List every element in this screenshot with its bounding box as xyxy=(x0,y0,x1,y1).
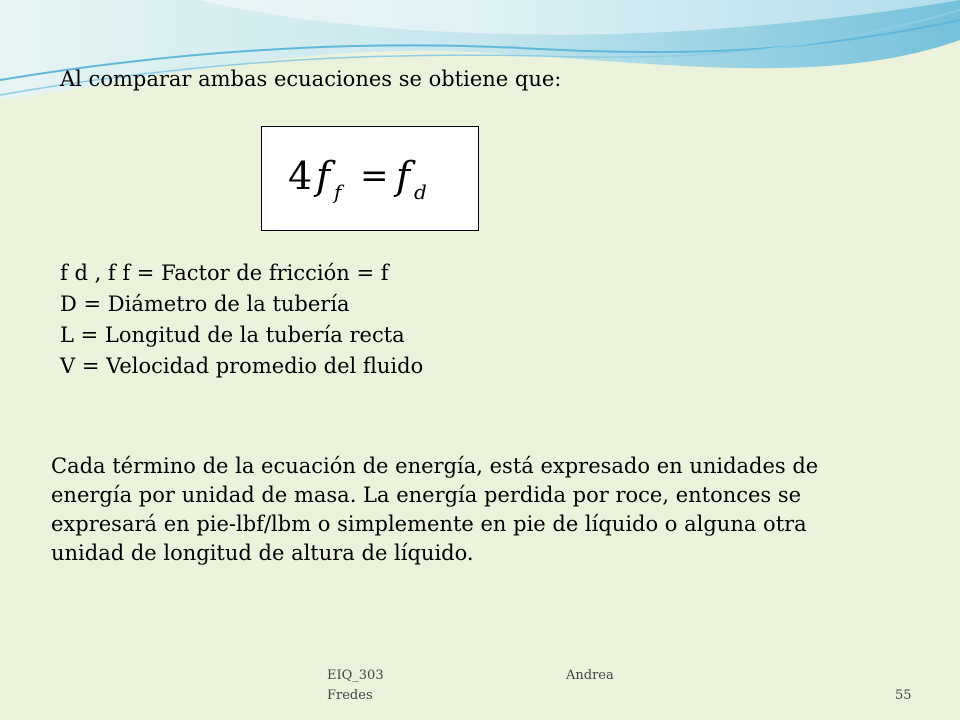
formula-rhs-subscript: d xyxy=(414,180,427,204)
explanation-paragraph xyxy=(51,452,881,568)
footer-author-first: Andrea xyxy=(566,668,614,683)
slide-heading: Al comparar ambas ecuaciones se obtiene que: xyxy=(60,67,562,91)
paragraph-line: energía por unidad de masa. La energía perdida por roce, entonces se xyxy=(51,483,802,507)
definitions-list xyxy=(60,258,423,382)
formula-rhs-symbol: f xyxy=(396,154,411,198)
definition-item: D = Diámetro de la tubería xyxy=(60,292,350,316)
footer-course: EIQ_303 xyxy=(327,668,384,683)
footer-author-last: Fredes xyxy=(327,688,373,703)
definition-item: L = Longitud de la tubería recta xyxy=(60,323,405,347)
formula-operator: = xyxy=(360,156,389,196)
definition-item: V = Velocidad promedio del fluido xyxy=(60,354,424,378)
paragraph-line: expresará en pie-lbf/lbm o simplemente en pie de líquido o alguna otra xyxy=(51,512,807,536)
formula-lhs-symbol: f xyxy=(316,154,331,198)
header-wave-decoration xyxy=(0,0,960,120)
formula-lhs-subscript: f xyxy=(334,180,342,204)
paragraph-line: Cada término de la ecuación de energía, está expresado en unidades de xyxy=(51,454,819,478)
paragraph-line: unidad de longitud de altura de líquido. xyxy=(51,541,474,565)
formula-coefficient: 4 xyxy=(288,154,313,198)
definition-item: f d , f f = Factor de fricción = f xyxy=(60,261,389,285)
friction-factor-equation xyxy=(262,127,480,232)
page-number: 55 xyxy=(895,688,912,703)
formula-box xyxy=(261,126,479,231)
